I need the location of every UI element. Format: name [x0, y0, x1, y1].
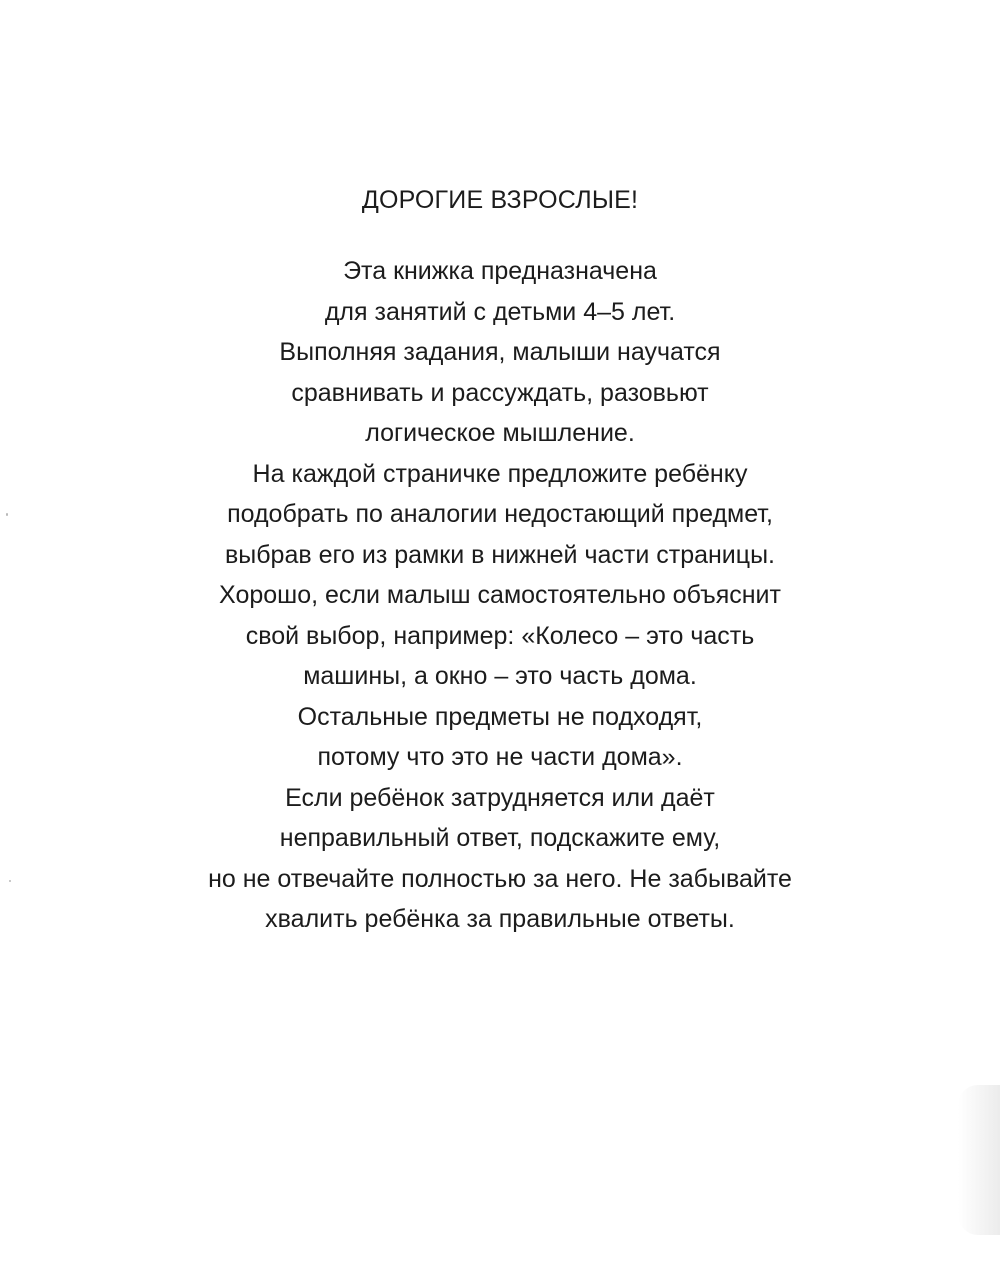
text-line: На каждой страничке предложите ребёнку: [252, 459, 748, 488]
text-line: хвалить ребёнка за правильные ответы.: [265, 905, 735, 933]
text-line: неправильный ответ, подскажите ему,: [279, 824, 721, 852]
text-line: для занятий с детьми 4–5 лет.: [324, 297, 676, 326]
text-line: выбрав его из рамки в нижней части страницы.: [224, 540, 776, 569]
text-line: подобрать по аналогии недостающий предмет,: [227, 500, 773, 528]
scan-speck: [6, 513, 8, 516]
text-line: Хорошо, если малыш самостоятельно объяснит: [219, 581, 781, 609]
page-heading: ДОРОГИЕ ВЗРОСЛЫЕ!: [361, 186, 639, 214]
text-line: Остальные предметы не подходят,: [297, 702, 703, 731]
text-line: но не отвечайте полностью за него. Не забывайте: [208, 864, 792, 893]
text-line: Выполняя задания, малыши научатся: [279, 338, 721, 366]
text-line: потому что это не части дома».: [317, 743, 683, 771]
intro-paragraph: [0, 251, 1000, 940]
text-line: машины, а окно – это часть дома.: [303, 662, 697, 690]
text-line: сравнивать и рассуждать, разовьют: [291, 378, 709, 407]
page-edge-shadow: [958, 1085, 1000, 1235]
text-line: логическое мышление.: [365, 419, 635, 447]
text-line: Если ребёнок затрудняется или даёт: [285, 783, 715, 812]
text-line: свой выбор, например: «Колесо – это часть: [245, 621, 755, 650]
text-line: Эта книжка предназначена: [343, 257, 657, 285]
scan-speck: [9, 880, 11, 882]
